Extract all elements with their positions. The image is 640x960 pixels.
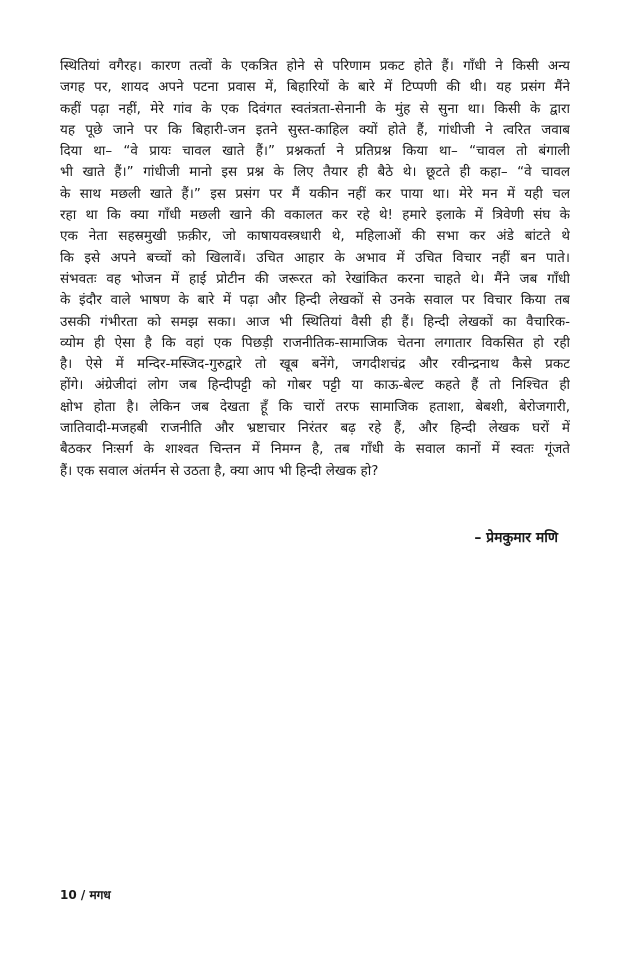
body-line-5: दिया था– “वे प्रायः चावल खाते हैं।” प्रश्नकर्ता ने प्रतिप्रश्न किया था– “चावल तो बंगाली <box>60 143 570 160</box>
body-line-7: के साथ मछली खाते हैं।” इस प्रसंग पर मैं यकीन नहीं कर पाया था। मेरे मन में यही चल <box>60 185 570 202</box>
body-line-16: होंगे। अंग्रेजीदां लोग जब हिन्दीपट्टी को गोबर पट्टी या काऊ-बेल्ट कहते हैं तो निश्चित ही <box>60 377 570 394</box>
body-line-2: जगह पर, शायद अपने पटना प्रवास में, बिहारियों के बारे में टिप्पणी की थी। यह प्रसंग मैंने <box>60 79 570 96</box>
body-line-10: कि इसे अपने बच्चों को खिलावें। उचित आहार के अभाव में उचित विचार नहीं बन पाते। <box>60 249 570 266</box>
body-line-4: यह पूछे जाने पर कि बिहारी-जन इतने सुस्त-काहिल क्यों होते हैं, गांधीजी ने त्वरित जवाब <box>60 121 570 138</box>
body-line-17: क्षोभ होता है। लेकिन जब देखता हूँ कि चारों तरफ सामाजिक हताशा, बेबशी, बेरोजगारी, <box>60 398 570 415</box>
page-footer: 10 / मगध <box>60 888 111 902</box>
body-line-3: कहीं पढ़ा नहीं, मेरे गांव के एक दिवंगत स्वतंत्रता-सेनानी के मुंह से सुना था। किसी के द्वारा <box>60 100 570 117</box>
body-line-9: एक नेता सहस्रमुखी फ़क़ीर, जो काषायवस्त्रधारी थे, महिलाओं की सभा कर अंडे बांटते थे <box>60 228 570 245</box>
body-line-20: हैं। एक सवाल अंतर्मन से उठता है, क्या आप भी हिन्दी लेखक हो? <box>60 462 379 479</box>
body-line-15: है। ऐसे में मन्दिर-मस्जिद-गुरुद्वारे तो खूब बनेंगे, जगदीशचंद्र और रवीन्द्रनाथ कैसे प्रकट <box>60 356 570 373</box>
article-body <box>60 56 570 482</box>
body-line-13: उसकी गंभीरता को समझ सका। आज भी स्थितियां वैसी ही हैं। हिन्दी लेखकों का वैचारिक- <box>60 313 570 330</box>
body-line-18: जातिवादी-मजहबी राजनीति और भ्रष्टाचार निरंतर बढ़ रहे हैं, और हिन्दी लेखक घरों में <box>60 420 570 437</box>
author-signature: – प्रेमकुमार मणि <box>474 530 558 546</box>
body-line-11: संभवतः वह भोजन में हाई प्रोटीन की जरूरत को रेखांकित करना चाहते थे। मैंने जब गाँधी <box>60 270 570 287</box>
body-line-8: रहा था कि क्या गाँधी मछली खाने की वकालत कर रहे थे! हमारे इलाके में त्रिवेणी संघ के <box>60 207 570 224</box>
body-line-19: बैठकर निःसर्ग के शाश्वत चिन्तन में निमग्न है, तब गाँधी के सवाल कानों में स्वतः गूंजते <box>60 441 570 458</box>
body-line-12: के इंदौर वाले भाषण के बारे में पढ़ा और हिन्दी लेखकों से उनके सवाल पर विचार किया तब <box>60 292 570 309</box>
body-line-14: व्योम ही ऐसा है कि वहां एक पिछड़ी राजनीतिक-सामाजिक चेतना लगातार विकसित हो रही <box>60 334 570 351</box>
body-line-6: भी खाते हैं।” गांधीजी मानो इस प्रश्न के लिए तैयार ही बैठे थे। छूटते ही कहा– “वे चावल <box>60 164 570 181</box>
body-line-1: स्थितियां वगैरह। कारण तत्वों के एकत्रित होने से परिणाम प्रकट होते हैं। गाँधी ने किसी अन्य <box>60 58 570 74</box>
